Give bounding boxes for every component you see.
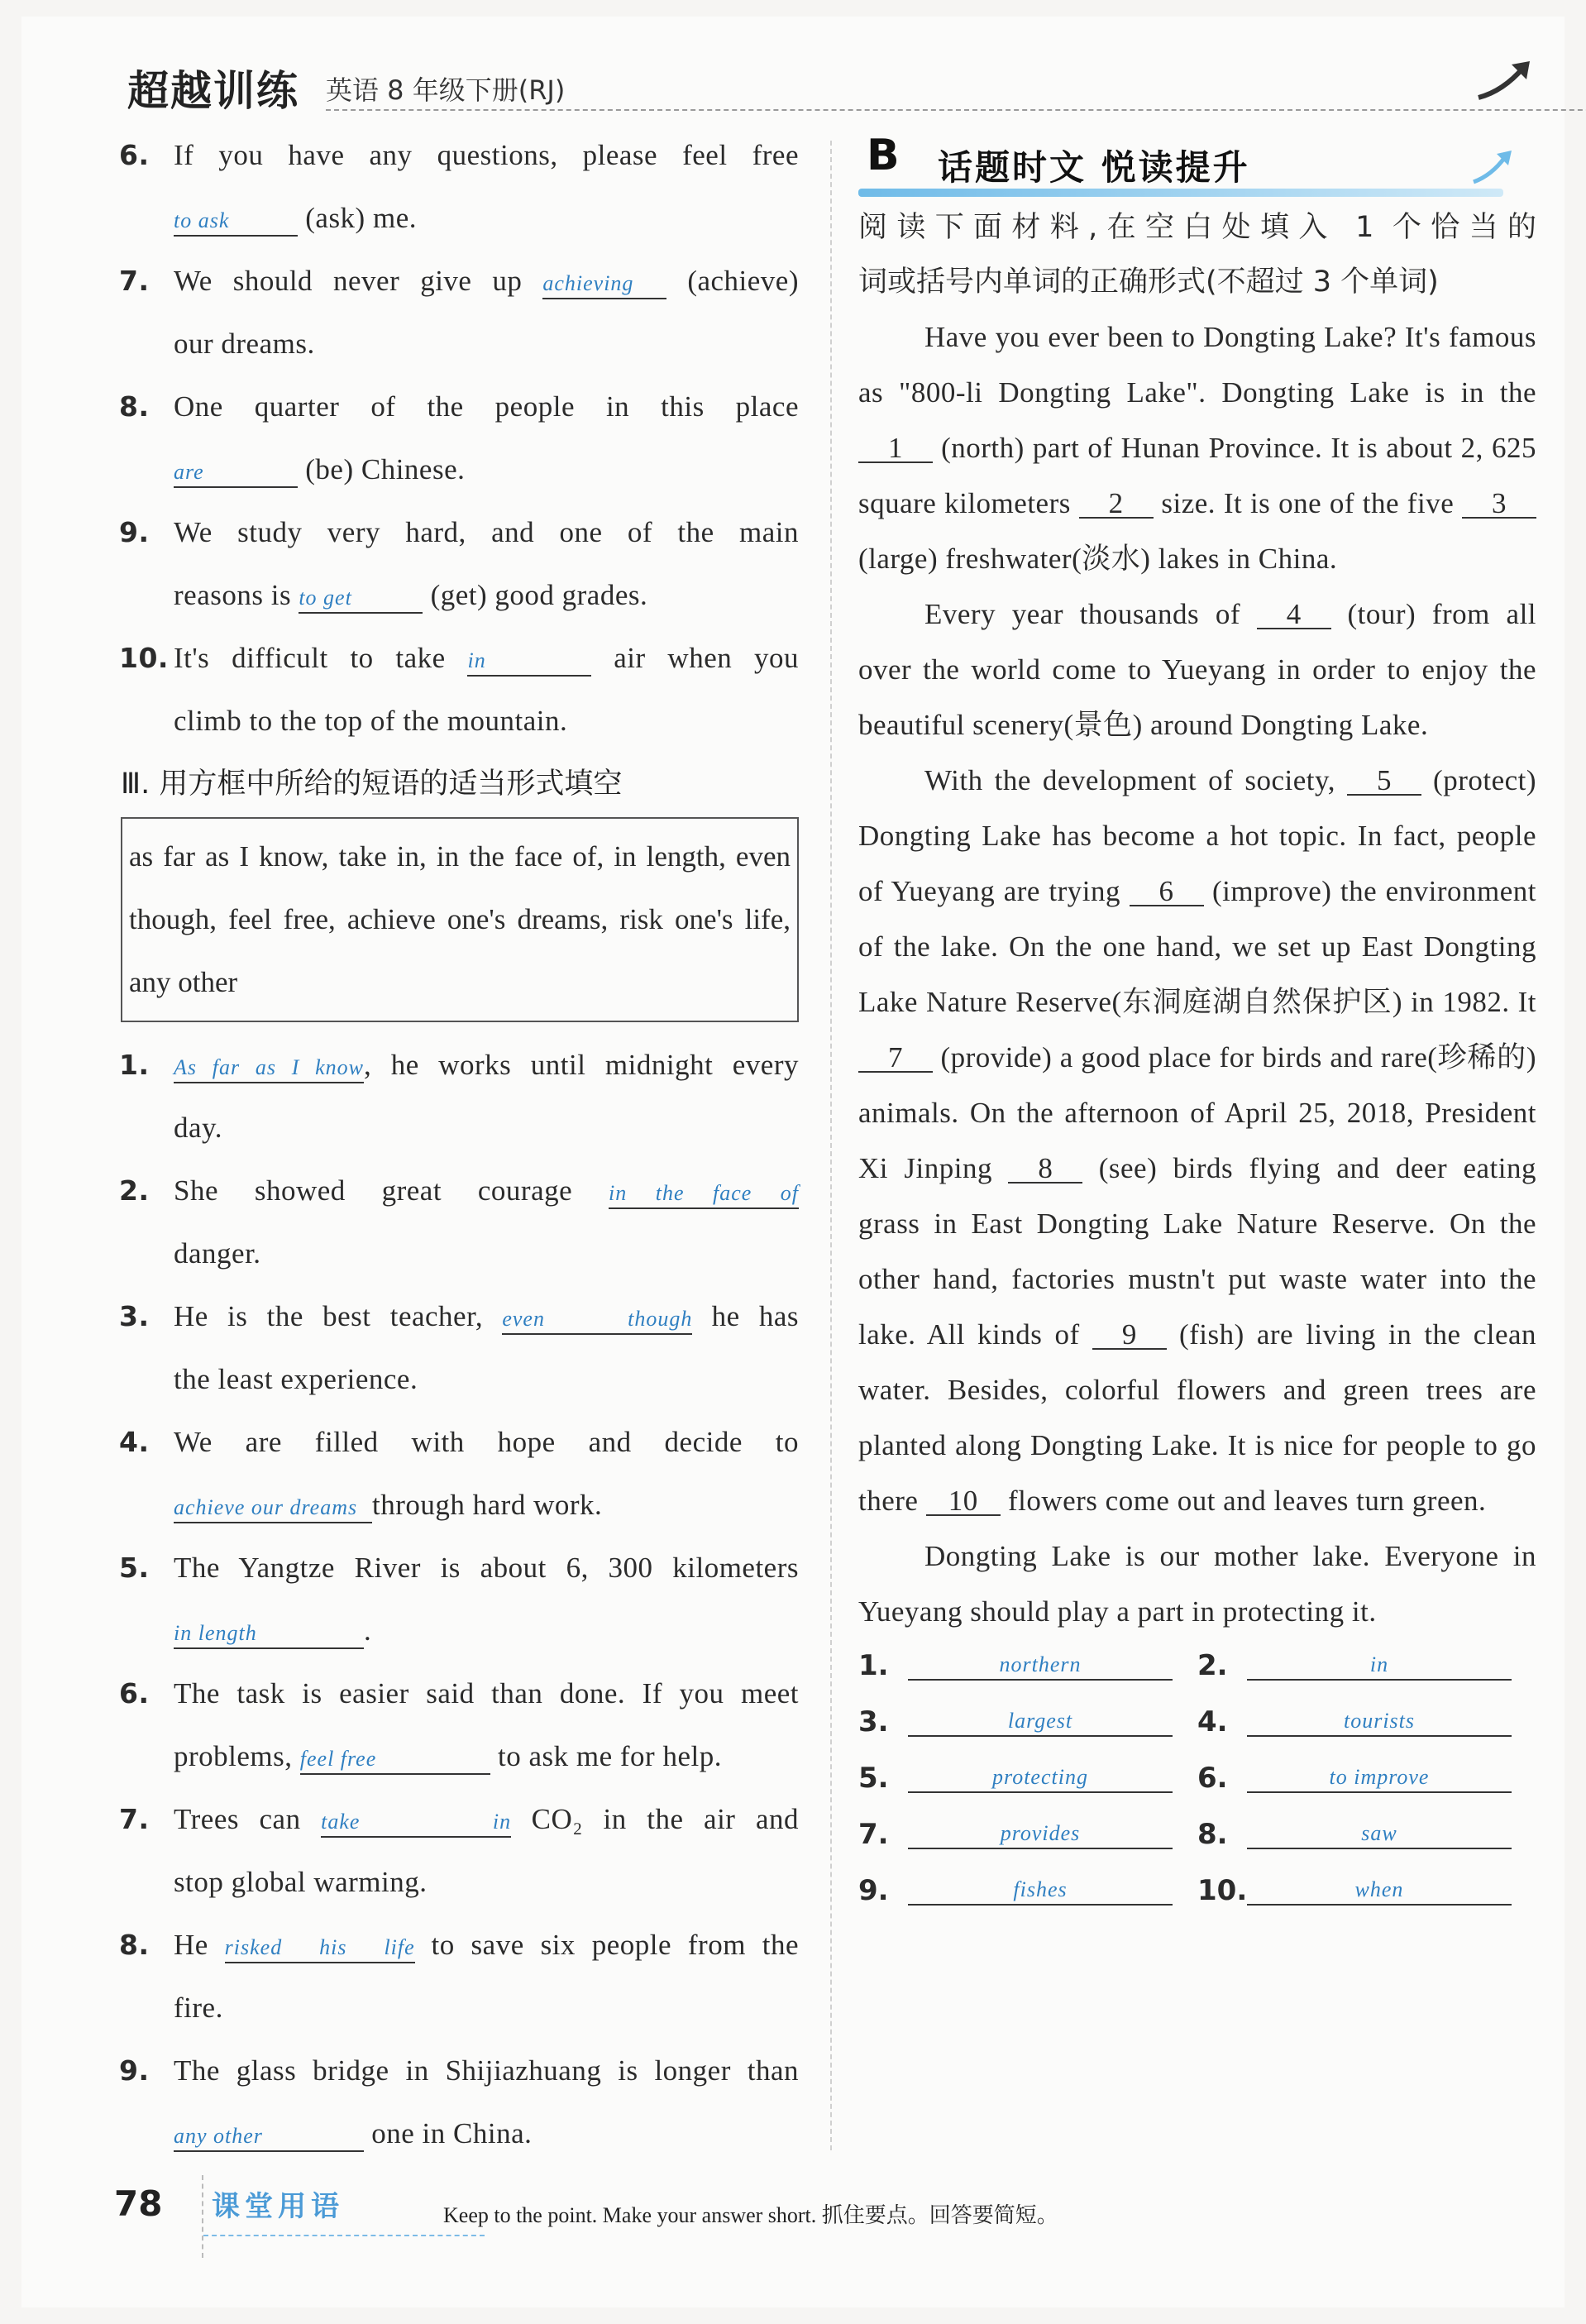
item-text: through hard work. <box>372 1489 603 1521</box>
answer-text: when <box>1354 1877 1404 1901</box>
item-text: (ask) me. <box>305 202 417 234</box>
item-text: to ask me for help. <box>498 1740 722 1772</box>
passage-paragraph-1: Have you ever been to Dongting Lake? It's famous as "800-li Dongting Lake". Dongting Lake is in the 1 (north) part of Hunan Province. It is about 2, 625 square kilometers 2 size. It is one of the five 3 (large) freshwater(淡水) lakes in China. <box>858 321 1537 575</box>
blank-6: 6 <box>1130 878 1204 906</box>
footer-underline <box>203 2235 485 2236</box>
item-number: 6. <box>119 1677 150 1710</box>
item-number: 9. <box>119 2054 150 2087</box>
answer-text: even though <box>502 1307 693 1331</box>
answer-row: 9. fishes 10. when <box>858 1869 1536 1925</box>
item-number: 3. <box>119 1300 150 1332</box>
worksheet-page <box>21 17 1565 2307</box>
item-text: She showed great courage <box>174 1174 573 1207</box>
item-text: If you have any questions, please feel free <box>174 139 799 171</box>
section-b-header <box>858 124 1536 200</box>
item-number: 4. <box>119 1426 150 1458</box>
answer-text: take in <box>321 1810 512 1834</box>
answer-text: to get <box>299 586 352 610</box>
item-number: 7. <box>119 1803 150 1835</box>
blank-7: 7 <box>858 1045 933 1073</box>
answer-text: to improve <box>1329 1765 1430 1789</box>
item-text: (be) Chinese. <box>305 453 466 485</box>
item-text: reasons is <box>174 579 292 611</box>
item-text: air when you <box>614 642 799 674</box>
section-title-bar <box>858 189 1503 197</box>
passage-paragraph-3: With the development of society, 5 (protect) Dongting Lake has become a hot topic. In fact, people of Yueyang are trying 6 (improve) the environment of the lake. On the one hand, we set up East Dongting Lake Nature Reserve(东洞庭湖自然保护区) in 1982. It 7 (provide) a good place for birds and rare(珍稀的) animals. On the afternoon of April 25, 2018, President Xi Jinping 8 (see) birds flying and deer eating grass in East Dongting Lake Nature Reserve. On the other hand, factories mustn't put waste water into the lake. All kinds of 9 (fish) are living in the clean water. Besides, colorful flowers and green trees are planted along Dongting Lake. It is nice for people to go there 10 flowers come out and leaves turn green. <box>858 764 1537 1517</box>
blank-2: 2 <box>1079 490 1154 519</box>
answer-text: any other <box>174 2124 263 2148</box>
list-item <box>121 1914 799 2039</box>
item-text: We should never give up <box>174 265 523 297</box>
item-text: We study very hard, and one of the main <box>174 516 799 548</box>
answer-text: fishes <box>1013 1877 1068 1901</box>
item-number: 10. <box>119 642 169 674</box>
answer-text: in the face of <box>609 1181 800 1205</box>
blank-9: 9 <box>1092 1322 1167 1350</box>
item-number: 1. <box>119 1049 150 1081</box>
item-text: The Yangtze River is about 6, 300 kilometers <box>174 1552 799 1584</box>
answer-row: 1. northern 2. in <box>858 1644 1536 1700</box>
item-text: the least experience. <box>174 1363 418 1395</box>
section-heading: Ⅲ. 用方框中所给的短语的适当形式填空 <box>121 767 623 801</box>
answer-text: in <box>467 648 486 672</box>
item-number: 8. <box>119 1929 150 1961</box>
arrow-icon <box>1470 146 1520 187</box>
answer-text: northern <box>999 1652 1082 1676</box>
blank-8: 8 <box>1008 1155 1082 1184</box>
section-title: 话题时文 悦读提升 <box>938 147 1250 188</box>
list-item <box>121 1160 799 1285</box>
item-text: CO₂ in the air and <box>531 1803 799 1835</box>
arrow-icon <box>1475 55 1541 104</box>
item-text: one in China. <box>371 2117 533 2149</box>
blank-10: 10 <box>926 1488 1001 1516</box>
item-text: It's difficult to take <box>174 642 446 674</box>
header-divider <box>326 109 1586 111</box>
item-text: Trees can <box>174 1803 301 1835</box>
passage-paragraph-2: Every year thousands of 4 (tour) from all over the world come to Yueyang in order to enjoy the beautiful scenery(景色) around Dongting Lake. <box>858 598 1537 741</box>
list-item <box>121 124 799 250</box>
answer-row: 3. largest 4. tourists <box>858 1700 1536 1757</box>
item-text: he has <box>711 1300 799 1332</box>
item-text: (get) good grades. <box>430 579 648 611</box>
page-footer <box>112 2183 1518 2258</box>
footer-text: Keep to the point. Make your answer short. 抓住要点。回答要简短。 <box>443 2203 1058 2227</box>
answer-text: are <box>174 460 204 484</box>
answer-text: to ask <box>174 208 230 232</box>
item-number: 8. <box>119 390 150 423</box>
answer-row: 5. protecting 6. to improve <box>858 1757 1536 1813</box>
item-text: fire. <box>174 1992 223 2024</box>
section-letter: B <box>867 131 900 180</box>
answer-text: tourists <box>1343 1709 1416 1733</box>
page-number: 78 <box>114 2183 163 2224</box>
answer-text: As far as I know <box>174 1055 364 1079</box>
item-text: The glass bridge in Shijiazhuang is longer than <box>174 2054 799 2087</box>
item-text: One quarter of the people in this place <box>174 390 799 423</box>
list-item <box>121 1034 799 1160</box>
item-number: 9. <box>119 516 150 548</box>
list-item <box>121 375 799 501</box>
list-item <box>121 627 799 753</box>
footer-label: 课堂用语 <box>212 2190 344 2223</box>
right-column <box>858 124 1536 1925</box>
blank-3: 3 <box>1462 490 1536 519</box>
list-item <box>121 2039 799 2165</box>
answer-row: 7. provides 8. saw <box>858 1813 1536 1869</box>
answer-grid <box>858 1644 1536 1925</box>
item-text: We are filled with hope and decide to <box>174 1426 799 1458</box>
column-divider <box>830 141 832 2150</box>
answer-text: achieving <box>542 271 634 295</box>
instruction-line-2: 词或括号内单词的正确形式(不超过 3 个单词) <box>858 265 1439 299</box>
item-text: He is the best teacher, <box>174 1300 484 1332</box>
item-text: problems, <box>174 1740 293 1772</box>
page-header <box>127 58 1533 116</box>
list-item <box>121 1285 799 1411</box>
answer-text: in <box>1369 1652 1389 1676</box>
answer-text: protecting <box>992 1765 1088 1789</box>
item-text: The task is easier said than done. If you meet <box>174 1677 799 1710</box>
answer-text: saw <box>1361 1821 1397 1845</box>
list-item <box>121 1788 799 1914</box>
answer-text: feel free <box>299 1747 377 1771</box>
list-item <box>121 1537 799 1662</box>
item-number: 6. <box>119 139 150 171</box>
item-text: He <box>174 1929 208 1961</box>
list-item <box>121 1662 799 1788</box>
answer-text: provides <box>1000 1821 1081 1845</box>
answer-text: achieve our dreams <box>174 1495 358 1519</box>
blank-1: 1 <box>858 435 933 463</box>
item-number: 2. <box>119 1174 150 1207</box>
item-text: stop global warming. <box>174 1866 428 1898</box>
brand-title: 超越训练 <box>127 67 299 115</box>
blank-4: 4 <box>1257 601 1331 629</box>
footer-divider <box>202 2175 203 2258</box>
item-number: 7. <box>119 265 150 297</box>
item-text: danger. <box>174 1237 261 1270</box>
passage-paragraph-4: Dongting Lake is our mother lake. Everyone in Yueyang should play a part in protecting it. <box>858 1540 1536 1628</box>
item-text: . <box>364 1614 372 1647</box>
answer-text: risked his life <box>224 1935 415 1959</box>
item-text: day. <box>174 1112 223 1144</box>
instruction-line-1: 阅读下面材料,在空白处填入 1 个恰当的 <box>858 211 1536 244</box>
answer-text: largest <box>1007 1709 1073 1733</box>
list-item <box>121 501 799 627</box>
item-number: 5. <box>119 1552 150 1584</box>
blank-5: 5 <box>1347 767 1421 796</box>
book-subtitle: 英语 8 年级下册(RJ) <box>326 74 566 106</box>
phrase-box: as far as I know, take in, in the face of, in length, even though, feel free, achieve one's dreams, risk one's life, any other <box>121 817 799 1022</box>
item-text: (achieve) <box>687 265 799 297</box>
answer-text: in length <box>174 1621 257 1645</box>
item-text: to save six people from the <box>431 1929 800 1961</box>
list-item <box>121 1411 799 1537</box>
item-text: , he works until midnight every <box>364 1049 799 1081</box>
item-text: our dreams. <box>174 328 315 360</box>
left-column <box>121 124 799 2165</box>
list-item <box>121 250 799 375</box>
item-text: climb to the top of the mountain. <box>174 705 568 737</box>
